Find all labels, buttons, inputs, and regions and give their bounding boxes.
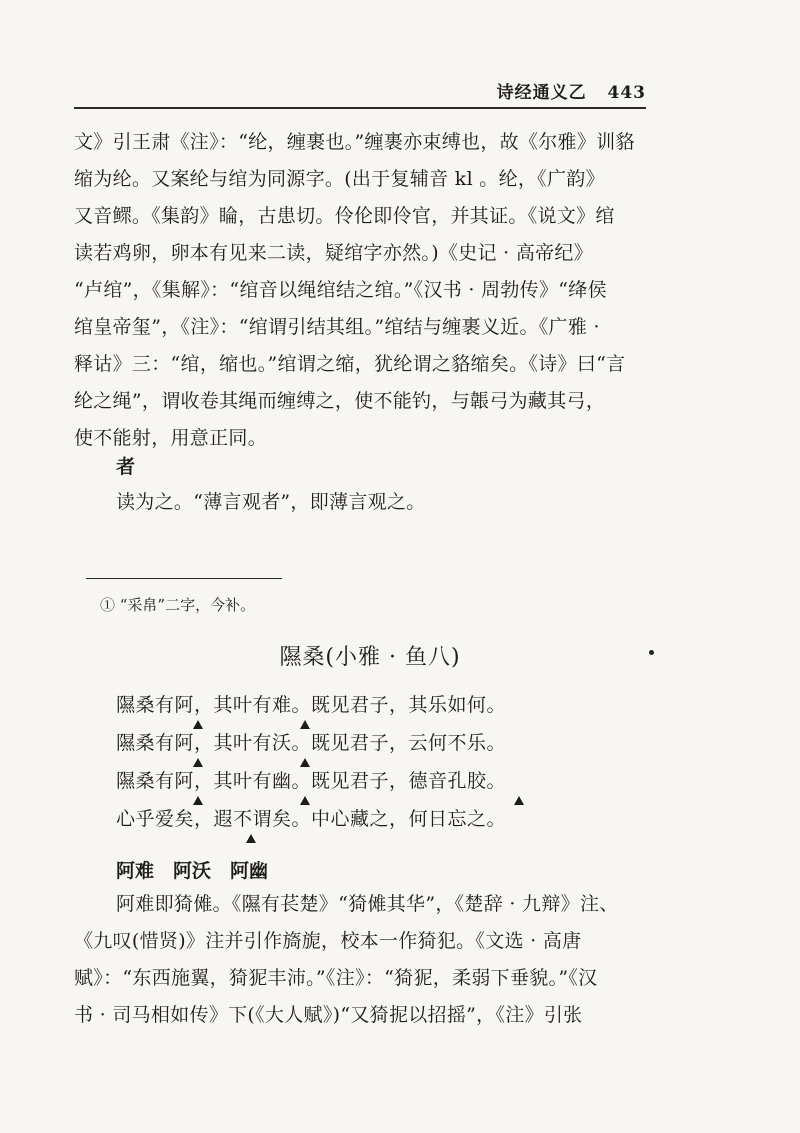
text-line: 读为之。“薄言观者”，即薄言观之。: [116, 491, 426, 513]
poem-line-text: 隰桑有阿，其叶有沃。既见君子，云何不乐。: [116, 732, 507, 754]
poem-line: [116, 728, 676, 766]
poem-line: [116, 766, 676, 804]
poem-body: [116, 690, 676, 842]
text-line: 阿难即猗傩。《隰有苌楚》“猗傩其华”，《楚辞 · 九辩》注、: [116, 893, 619, 915]
footnote: ① “采帛”二字，今补。: [100, 596, 256, 614]
poem-line-text: 隰桑有阿，其叶有难。既见君子，其乐如何。: [116, 694, 507, 716]
footnote-rule: [86, 578, 282, 579]
poem-line-text: 隰桑有阿，其叶有幽。既见君子，德音孔胶。: [116, 770, 507, 792]
text-line: “卢绾”，《集解》：“绾音以绳绾结之绾。”《汉书 · 周勃传》“绛侯: [74, 279, 607, 301]
text-line: 绾皇帝玺”，《注》：“绾谓引结其组。”绾结与缠裹义近。《广雅 ·: [74, 316, 600, 338]
text-line: 文》引王肃《注》：“纶，缠裹也。”缠裹亦束缚也，故《尔雅》训貉: [74, 131, 635, 153]
margin-dot: [649, 650, 654, 655]
text-line: 《九叹(惜贤)》注并引作旖旎，校本一作猗犯。《文选 · 高唐: [74, 930, 582, 952]
entry-text-zhe: [116, 484, 706, 521]
text-line: 使不能射，用意正同。: [74, 427, 268, 449]
poem-title: 隰桑(小雅 · 鱼八): [279, 645, 461, 670]
text-line: 读若鸡卵，卵本有见来二读，疑绾字亦然。)《史记 · 高帝纪》: [74, 242, 594, 264]
header-title: 诗经通义乙: [496, 83, 587, 103]
running-header: [86, 78, 646, 103]
text-line: 书 · 司马相如传》下(《大人赋》)“又猗抳以招摇”，《注》引张: [74, 1004, 583, 1026]
page-number: 443: [607, 83, 646, 103]
text-line: 缩为纶。又案纶与绾为同源字。(出于复辅音 kl 。纶，《广韵》: [74, 168, 605, 190]
text-line: 释诂》三：“绾，缩也。”绾谓之缩，犹纶谓之貉缩矣。《诗》曰“言: [74, 353, 626, 375]
emphasis-mark: [246, 834, 256, 843]
text-line: 纶之绳”，谓收卷其绳而缠缚之，使不能钓，与韔弓为藏其弓，: [74, 390, 606, 412]
header-rule: [74, 107, 646, 109]
poem-line-text: 心乎爱矣，遐不谓矣。中心藏之，何日忘之。: [116, 808, 507, 830]
paragraph-continued: [74, 124, 664, 457]
text-line: 又音鳏。《集韵》睔，古患切。伶伦即伶官，并其证。《说文》绾: [74, 205, 615, 227]
text-line: 赋》：“东西施翼，猗狔丰沛。”《注》：“猗狔，柔弱下垂貌。”《汉: [74, 967, 598, 989]
entry-heading-ana: 阿难 阿沃 阿幽: [116, 860, 269, 882]
poem-line: [116, 804, 676, 842]
entry-heading-zhe: 者: [116, 456, 136, 478]
poem-line: [116, 690, 676, 728]
entry-text-ana: [74, 886, 664, 1034]
